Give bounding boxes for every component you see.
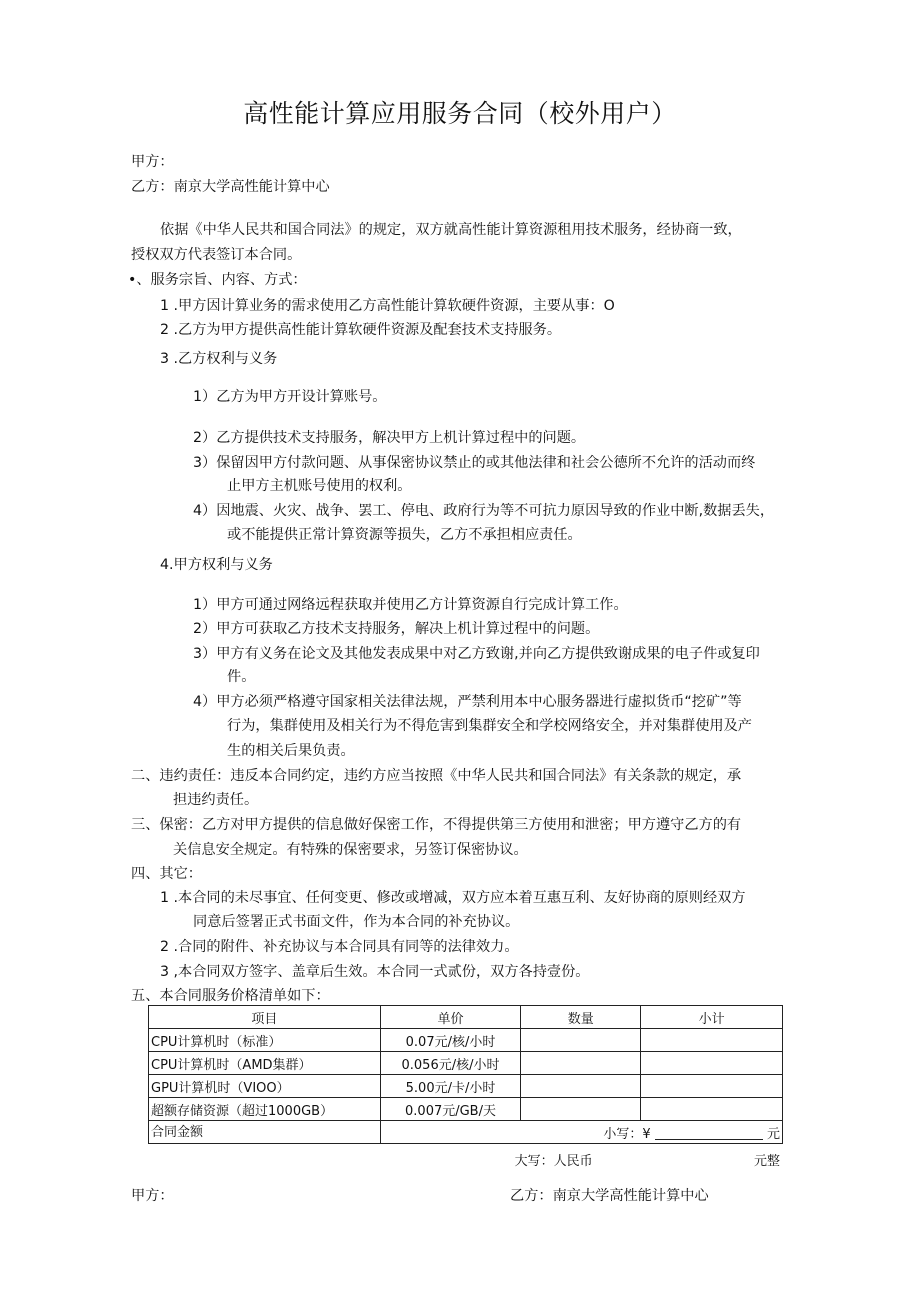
amount-small-suffix: 元 <box>766 1127 780 1142</box>
header-subtotal: 小计 <box>641 1006 783 1029</box>
amount-big-prefix: 大写：人民币 <box>514 1154 593 1169</box>
row-item: GPU计算机时（VIOO） <box>149 1075 381 1098</box>
row-quantity[interactable] <box>521 1052 641 1075</box>
section-5-heading: 五、本合同服务价格清单如下： <box>131 988 330 1004</box>
section-1-item-2: 2 .乙方为甲方提供高性能计算软硬件资源及配套技术支持服务。 <box>160 322 562 338</box>
intro-line-1: 依据《中华人民共和国合同法》的规定，双方就高性能计算资源租用技术服务，经协商一致， <box>160 222 742 238</box>
row-quantity[interactable] <box>521 1029 641 1052</box>
party-b-duty-3-cont: 止甲方主机账号使用的权利。 <box>227 478 412 494</box>
section-1-item-4: 4.甲方权利与义务 <box>160 557 273 573</box>
header-unit-price: 单价 <box>380 1006 521 1029</box>
section-4-item-1: 1 .本合同的未尽事宜、任何变更、修改或增减，双方应本着互惠互利、友好协商的原则经双方 <box>160 890 746 906</box>
section-1-heading: •、服务宗旨、内容、方式： <box>128 272 307 288</box>
party-b-duty-4-cont: 或不能提供正常计算资源等损失，乙方不承担相应责任。 <box>227 527 582 543</box>
party-b-duty-4: 4）因地震、火灾、战争、罢工、停电、政府行为等不可抗力原因导致的作业中断,数据丢失， <box>193 503 775 519</box>
party-a-duty-4-cont-2: 生的相关后果负责。 <box>227 743 355 759</box>
table-header-row <box>149 1006 783 1029</box>
section-1-item-3: 3 .乙方权利与义务 <box>160 351 278 367</box>
amount-big-suffix: 元整 <box>753 1154 780 1169</box>
party-a-label: 甲方： <box>131 154 174 170</box>
section-3-line-1: 三、保密：乙方对甲方提供的信息做好保密工作，不得提供第三方使用和泄密；甲方遵守乙方的有 <box>131 817 742 833</box>
section-4-item-2: 2 .合同的附件、补充协议与本合同具有同等的法律效力。 <box>160 939 519 955</box>
section-2-line-1: 二、违约责任：违反本合同约定，违约方应当按照《中华人民共和国合同法》有关条款的规定，承 <box>131 768 742 784</box>
row-subtotal[interactable] <box>641 1029 783 1052</box>
amount-small-line <box>603 1123 780 1142</box>
section-2-line-2: 担违约责任。 <box>173 792 259 808</box>
row-subtotal[interactable] <box>641 1075 783 1098</box>
intro-line-2: 授权双方代表签订本合同。 <box>131 247 302 263</box>
party-a-duty-4-cont: 行为，集群使用及相关行为不得危害到集群安全和学校网络安全，并对集群使用及产 <box>227 718 752 734</box>
party-a-duty-4: 4）甲方必须严格遵守国家相关法律法规，严禁利用本中心服务器进行虚拟货币“挖矿”等 <box>193 694 742 710</box>
row-unit-price: 0.007元/GB/天 <box>380 1098 521 1121</box>
row-unit-price: 0.056元/核/小时 <box>380 1052 521 1075</box>
table-row <box>149 1075 783 1098</box>
total-row <box>149 1121 783 1144</box>
section-1-item-1: 1 .甲方因计算业务的需求使用乙方高性能计算软硬件资源，主要从事：O <box>160 298 615 314</box>
footer-party-b: 乙方：南京大学高性能计算中心 <box>510 1188 709 1204</box>
section-3-line-2: 关信息安全规定。有特殊的保密要求，另签订保密协议。 <box>173 842 528 858</box>
header-quantity: 数量 <box>521 1006 641 1029</box>
total-label: 合同金额 <box>149 1121 381 1144</box>
section-4-item-3: 3 ,本合同双方签字、盖章后生效。本合同一式贰份，双方各持壹份。 <box>160 964 590 980</box>
row-quantity[interactable] <box>521 1098 641 1121</box>
party-a-duty-2: 2）甲方可获取乙方技术支持服务，解决上机计算过程中的问题。 <box>193 621 600 637</box>
header-item: 项目 <box>149 1006 381 1029</box>
table-row <box>149 1029 783 1052</box>
party-b-label: 乙方：南京大学高性能计算中心 <box>131 179 330 195</box>
party-b-duty-3: 3）保留因甲方付款问题、从事保密协议禁止的或其他法律和社会公德所不允许的活动而终 <box>193 455 756 471</box>
row-item: CPU计算机时（AMD集群） <box>149 1052 381 1075</box>
amount-small-field[interactable] <box>655 1125 763 1140</box>
party-b-duty-2: 2）乙方提供技术支持服务，解决甲方上机计算过程中的问题。 <box>193 430 586 446</box>
page-title: 高性能计算应用服务合同（校外用户） <box>243 99 677 128</box>
row-item: CPU计算机时（标准） <box>149 1029 381 1052</box>
row-subtotal[interactable] <box>641 1052 783 1075</box>
table-row <box>149 1052 783 1075</box>
table-row <box>149 1098 783 1121</box>
price-table <box>148 1005 783 1169</box>
row-quantity[interactable] <box>521 1075 641 1098</box>
section-4-heading: 四、其它： <box>131 866 202 882</box>
row-subtotal[interactable] <box>641 1098 783 1121</box>
amount-small-prefix: 小写：¥ <box>603 1127 651 1142</box>
party-a-duty-3: 3）甲方有义务在论文及其他发表成果中对乙方致谢,并向乙方提供致谢成果的电子件或复印 <box>193 646 760 662</box>
section-4-item-1-cont: 同意后签署正式书面文件，作为本合同的补充协议。 <box>193 914 520 930</box>
row-unit-price: 5.00元/卡/小时 <box>380 1075 521 1098</box>
footer-party-a: 甲方： <box>131 1188 174 1204</box>
party-a-duty-1: 1）甲方可通过网络远程获取并使用乙方计算资源自行完成计算工作。 <box>193 597 628 613</box>
total-amount-cell <box>380 1121 782 1169</box>
row-unit-price: 0.07元/核/小时 <box>380 1029 521 1052</box>
party-a-duty-3-cont: 件。 <box>227 669 256 685</box>
row-item: 超额存储资源（超过1000GB） <box>149 1098 381 1121</box>
party-b-duty-1: 1）乙方为甲方开设计算账号。 <box>193 389 387 405</box>
